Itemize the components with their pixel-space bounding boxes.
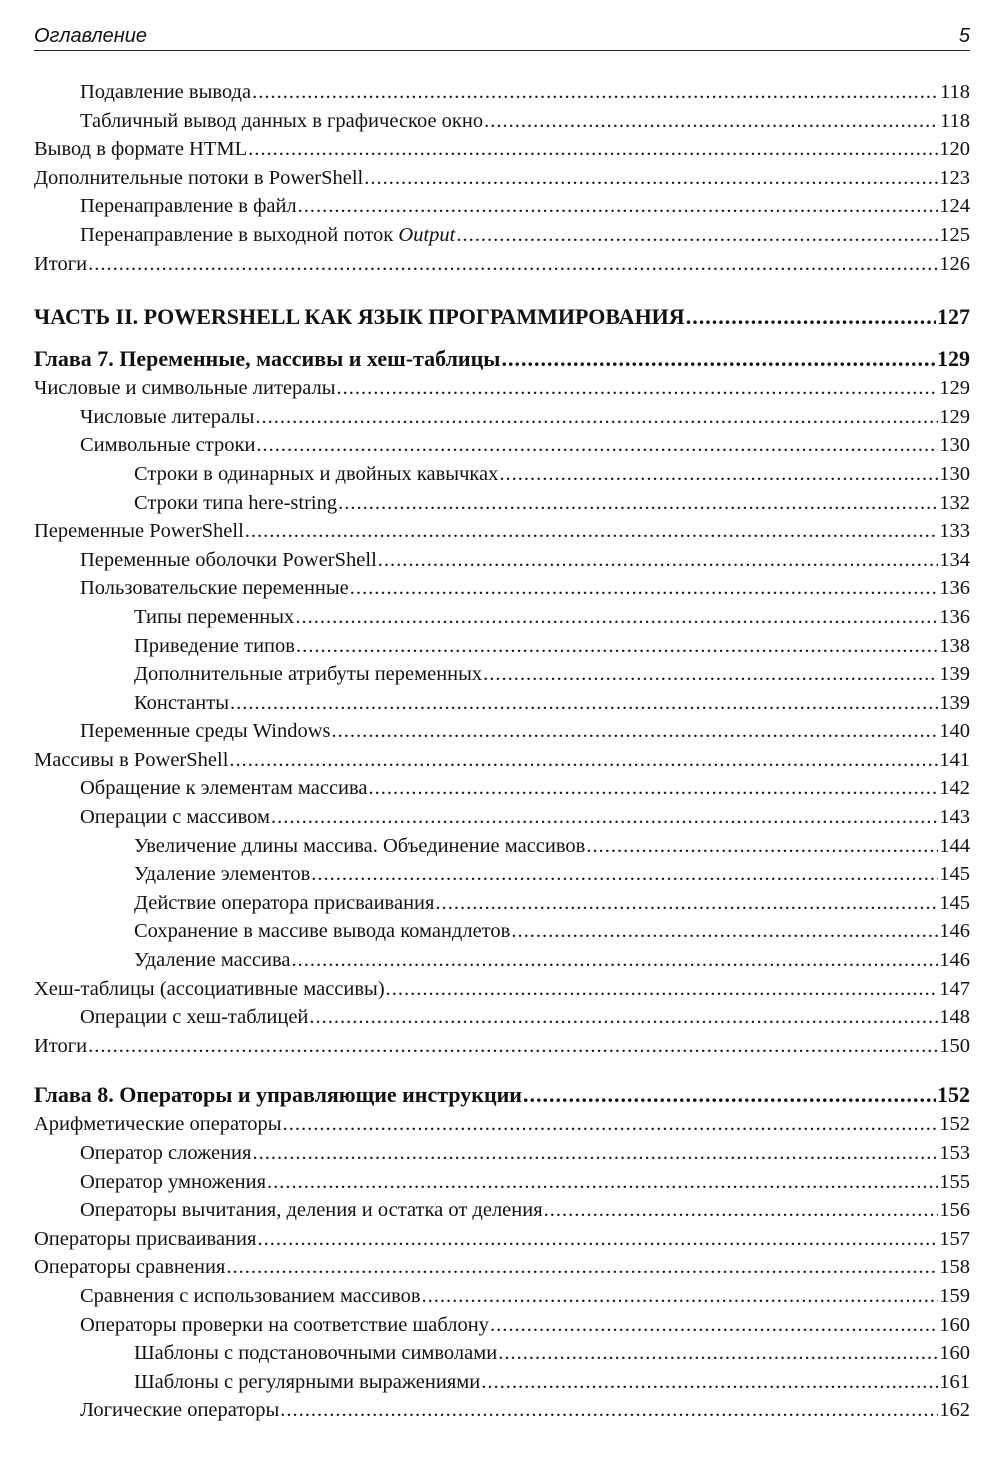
toc-entry-title <box>134 917 510 946</box>
toc-page-number: 153 <box>939 1142 970 1164</box>
toc-page-number: 146 <box>939 949 970 972</box>
toc-entry-title-text: Вывод в формате HTML <box>34 138 248 161</box>
toc-entry-title <box>34 1080 522 1110</box>
toc-part-heading[interactable] <box>34 300 970 334</box>
toc-entry[interactable] <box>34 403 970 432</box>
dot-leader <box>245 517 938 546</box>
toc-entry-title-text: Переменные оболочки PowerShell <box>80 548 377 571</box>
toc-entry-title <box>80 1396 279 1425</box>
toc-chapter-heading[interactable] <box>34 1080 970 1110</box>
toc-entry[interactable] <box>34 1168 970 1197</box>
toc-page-number: 143 <box>939 806 970 829</box>
dot-leader <box>484 107 939 136</box>
dot-leader <box>686 300 936 334</box>
toc-page-number: 118 <box>940 109 970 132</box>
toc-entry-title-text: ЧАСТЬ II. POWERSHELL КАК ЯЗЫК ПРОГРАММИРОВАНИЯ <box>34 304 685 330</box>
toc-page-number: 159 <box>939 1284 970 1307</box>
toc-page-number: 129 <box>939 377 970 400</box>
toc-entry-title <box>134 889 434 918</box>
dot-leader <box>386 975 939 1004</box>
toc-entry-title <box>80 717 331 746</box>
toc-entry-title <box>34 1225 256 1254</box>
toc-entry[interactable] <box>34 1225 970 1254</box>
toc-page-number: 130 <box>939 462 970 485</box>
toc-entry-title <box>34 250 87 279</box>
toc-page-number: 148 <box>939 1006 970 1029</box>
toc-entry-title <box>134 603 294 632</box>
toc-page-number: 152 <box>939 1113 970 1136</box>
toc-page-number: 129 <box>937 346 970 372</box>
dot-leader <box>252 78 939 107</box>
toc-entry[interactable] <box>34 975 970 1004</box>
toc-entry[interactable] <box>34 574 970 603</box>
toc-page-number: 125 <box>939 223 970 246</box>
dot-leader <box>248 135 938 164</box>
toc-entry[interactable] <box>34 832 970 861</box>
dot-leader <box>311 860 938 889</box>
toc-entry-title-text: Итоги <box>34 1034 88 1057</box>
toc-page-number: 156 <box>939 1199 970 1222</box>
dot-leader <box>280 1396 938 1425</box>
toc-entry-title-text: Оператор сложения <box>80 1142 252 1164</box>
toc-page-number: 155 <box>939 1170 970 1193</box>
toc-entry-title-text: Обращение к элементам массива <box>80 777 368 800</box>
dot-leader <box>490 1311 938 1340</box>
toc-entry-title-text: Числовые литералы <box>80 405 255 428</box>
toc-entry-title-text: Операторы вычитания, деления и остатка от деления <box>80 1199 543 1222</box>
toc-entry-title-italic: Output <box>398 223 456 246</box>
toc-entry[interactable] <box>34 860 970 889</box>
dot-leader <box>369 774 939 803</box>
toc-entry-title-text: Дополнительные атрибуты переменных <box>134 663 483 686</box>
toc-entry-title-text: Итоги <box>34 252 88 275</box>
toc-entry-title <box>134 860 310 889</box>
dot-leader <box>229 746 938 775</box>
toc-entry-title-text: Хеш-таблицы (ассоциативные массивы) <box>34 977 385 1000</box>
toc-entry[interactable] <box>34 1032 970 1061</box>
toc-entry[interactable] <box>34 1253 970 1282</box>
toc-page-number: 157 <box>939 1227 970 1250</box>
toc-entry[interactable] <box>34 717 970 746</box>
toc-entry-title-text: Типы переменных <box>134 605 295 628</box>
dot-leader <box>255 403 938 432</box>
toc-entry-title-text: Глава 8. Операторы и управляющие инструкции <box>34 1082 522 1108</box>
toc-entry-title <box>80 431 255 460</box>
toc-entry[interactable] <box>34 746 970 775</box>
toc-entry-title <box>80 1196 543 1225</box>
toc-entry-title <box>80 803 270 832</box>
toc-entry-title-text: Действие оператора присваивания <box>134 891 435 914</box>
toc-entry-title-text: Операторы присваивания <box>34 1227 257 1250</box>
toc-entry-title <box>34 975 385 1004</box>
toc-page-number: 158 <box>939 1256 970 1279</box>
dot-leader <box>256 431 938 460</box>
dot-leader <box>350 574 938 603</box>
toc-page-number: 139 <box>939 663 970 686</box>
dot-leader <box>295 603 938 632</box>
toc-entry-title-text: Переменные среды Windows <box>80 720 331 743</box>
toc-entry[interactable] <box>34 374 970 403</box>
toc-entry-title <box>134 660 482 689</box>
toc-entry-title-text: Сохранение в массиве вывода командлетов <box>134 920 511 943</box>
toc-entry-title <box>80 107 483 136</box>
toc-page-number: 161 <box>939 1370 970 1393</box>
toc-entry-title <box>34 344 500 374</box>
dot-leader <box>364 164 938 193</box>
toc-page-number: 140 <box>939 720 970 743</box>
toc-entry-title-text: Дополнительные потоки в PowerShell <box>34 166 364 189</box>
dot-leader <box>283 1110 939 1139</box>
dot-leader <box>523 1080 936 1110</box>
toc-entry-title <box>34 164 363 193</box>
toc-entry-title-text: Оператор умножения <box>80 1170 267 1193</box>
toc-entry-title <box>34 517 244 546</box>
toc-entry[interactable] <box>34 603 970 632</box>
toc-chapter-heading[interactable] <box>34 344 970 374</box>
dot-leader <box>498 1339 938 1368</box>
toc-entry-title <box>80 1168 266 1197</box>
toc-entry-title-text: Операторы сравнения <box>34 1256 226 1279</box>
toc-entry[interactable] <box>34 946 970 975</box>
toc-entry-title <box>80 1003 308 1032</box>
toc-entry-title-text: Удаление элементов <box>134 863 311 886</box>
toc-page-number: 162 <box>939 1399 970 1422</box>
toc-entry-title <box>134 946 290 975</box>
toc-entry-title-text: Удаление массива <box>134 949 291 972</box>
toc-entry[interactable] <box>34 1110 970 1139</box>
toc-page-number: 160 <box>939 1342 970 1365</box>
dot-leader <box>88 250 938 279</box>
toc-entry[interactable] <box>34 192 970 221</box>
toc-entry-title-text: Увеличение длины массива. Объединение массивов <box>134 834 586 857</box>
toc-entry[interactable] <box>34 632 970 661</box>
toc-entry[interactable] <box>34 660 970 689</box>
dot-leader <box>298 192 939 221</box>
toc-entry[interactable] <box>34 1282 970 1311</box>
toc-entry-title-text: Символьные строки <box>80 434 256 457</box>
toc-entry-title <box>134 489 337 518</box>
toc-entry[interactable] <box>34 774 970 803</box>
toc-page-number: 152 <box>937 1082 970 1108</box>
toc-page-number: 146 <box>939 920 970 943</box>
toc-entry-title-text: Сравнения с использованием массивов <box>80 1284 421 1307</box>
toc-page-number: 144 <box>939 834 970 857</box>
dot-leader <box>271 803 938 832</box>
toc-entry-title-text: Подавление вывода <box>80 81 252 103</box>
dot-leader <box>226 1253 938 1282</box>
toc-entry-title-text: Операции с хеш-таблицей <box>80 1006 309 1029</box>
toc-entry-title <box>134 689 229 718</box>
toc-entry[interactable] <box>34 221 970 250</box>
toc-entry[interactable] <box>34 107 970 136</box>
dot-leader <box>252 1139 938 1168</box>
toc-entry-title-text: Пользовательские переменные <box>80 577 349 600</box>
toc-entry-title <box>80 403 254 432</box>
toc-entry-title <box>80 574 349 603</box>
dot-leader <box>435 889 938 918</box>
toc-entry-title-text: Глава 7. Переменные, массивы и хеш-таблицы <box>34 346 501 372</box>
toc-entry-title-text: Массивы в PowerShell <box>34 748 229 771</box>
toc-entry-title <box>80 546 377 575</box>
dot-leader <box>296 632 938 661</box>
toc-entry-title <box>34 746 228 775</box>
dot-leader <box>257 1225 938 1254</box>
toc-entry[interactable] <box>34 250 970 279</box>
dot-leader <box>511 917 938 946</box>
toc-page-number: 139 <box>939 691 970 714</box>
toc-entry-title <box>134 1339 497 1368</box>
toc-entry-title <box>80 1139 251 1168</box>
toc-entry-title <box>34 300 685 334</box>
toc-entry[interactable] <box>34 460 970 489</box>
toc-entry-title <box>34 135 247 164</box>
dot-leader <box>332 717 939 746</box>
toc-entry[interactable] <box>34 546 970 575</box>
toc-entry[interactable] <box>34 489 970 518</box>
toc-page-number: 134 <box>939 548 970 571</box>
toc-entry[interactable] <box>34 689 970 718</box>
dot-leader <box>230 689 938 718</box>
toc-entry[interactable] <box>34 1396 970 1425</box>
toc-page-number: 130 <box>939 434 970 457</box>
dot-leader <box>309 1003 938 1032</box>
toc-entry[interactable] <box>34 1139 970 1168</box>
toc-entry-title-text: Числовые и символьные литералы <box>34 377 336 400</box>
toc-entry-title-text: Табличный вывод данных в графическое окно <box>80 109 484 132</box>
toc-entry-title-text: Шаблоны с подстановочными символами <box>134 1342 498 1365</box>
toc-entry[interactable] <box>34 1368 970 1397</box>
toc-entry[interactable] <box>34 1196 970 1225</box>
toc-page-number: 120 <box>939 138 970 161</box>
dot-leader <box>337 374 939 403</box>
dot-leader <box>422 1282 939 1311</box>
toc-page-number: 138 <box>939 634 970 657</box>
toc-entry[interactable] <box>34 517 970 546</box>
table-of-contents <box>34 78 970 1425</box>
dot-leader <box>499 460 938 489</box>
toc-entry[interactable] <box>34 1339 970 1368</box>
page-header <box>34 22 970 51</box>
toc-page-number: 142 <box>939 777 970 800</box>
toc-page-number: 150 <box>939 1034 970 1057</box>
dot-leader <box>544 1196 939 1225</box>
page-number: 5 <box>958 25 970 47</box>
toc-page-number: 129 <box>939 405 970 428</box>
dot-leader <box>481 1368 938 1397</box>
toc-entry-title-text: Операторы проверки на соответствие шаблону <box>80 1313 489 1336</box>
toc-entry-title-text: Строки в одинарных и двойных кавычках <box>134 462 499 485</box>
toc-entry-title <box>80 1311 489 1340</box>
toc-entry-title <box>134 832 585 861</box>
toc-entry[interactable] <box>34 917 970 946</box>
toc-entry-title-text: Приведение типов <box>134 634 295 657</box>
toc-entry-title-text: Логические операторы <box>80 1399 280 1422</box>
toc-page-number: 127 <box>937 304 970 330</box>
toc-entry-title-text: Операции с массивом <box>80 806 270 829</box>
toc-entry-title-text: Арифметические операторы <box>34 1113 282 1136</box>
dot-leader <box>267 1168 938 1197</box>
toc-page-number: 126 <box>939 252 970 275</box>
toc-page-number: 160 <box>939 1313 970 1336</box>
toc-entry-title <box>34 374 336 403</box>
toc-entry-title <box>80 221 455 250</box>
dot-leader <box>338 489 938 518</box>
toc-entry[interactable] <box>34 889 970 918</box>
toc-entry[interactable] <box>34 431 970 460</box>
toc-entry[interactable] <box>34 78 970 107</box>
toc-entry[interactable] <box>34 164 970 193</box>
toc-page-number: 132 <box>939 491 970 514</box>
toc-page-number: 124 <box>939 195 970 218</box>
toc-entry[interactable] <box>34 803 970 832</box>
toc-entry-title <box>134 632 295 661</box>
toc-entry[interactable] <box>34 1311 970 1340</box>
toc-page-number: 133 <box>939 520 970 543</box>
toc-page-number: 118 <box>940 81 970 103</box>
toc-entry-title-text: Шаблоны с регулярными выражениями <box>134 1370 481 1393</box>
toc-entry-title <box>80 78 251 107</box>
toc-entry-title <box>34 1253 225 1282</box>
toc-entry-title-text: Строки типа here-string <box>134 491 338 514</box>
toc-entry-title <box>34 1032 87 1061</box>
toc-entry[interactable] <box>34 135 970 164</box>
dot-leader <box>88 1032 938 1061</box>
toc-page-number: 145 <box>939 891 970 914</box>
toc-entry-title <box>34 1110 282 1139</box>
dot-leader <box>483 660 938 689</box>
toc-entry-title-text: Переменные PowerShell <box>34 520 244 543</box>
toc-entry-title-text: Константы <box>134 691 229 714</box>
toc-entry-title <box>134 460 498 489</box>
toc-entry-title-text: Перенаправление в выходной поток <box>80 223 399 246</box>
toc-entry-title <box>80 1282 421 1311</box>
dot-leader <box>291 946 938 975</box>
toc-entry[interactable] <box>34 1003 970 1032</box>
toc-page-number: 145 <box>939 863 970 886</box>
dot-leader <box>586 832 938 861</box>
dot-leader <box>456 221 938 250</box>
toc-entry-title <box>134 1368 480 1397</box>
toc-page-number: 136 <box>939 577 970 600</box>
running-title: Оглавление <box>34 25 148 47</box>
toc-page-number: 141 <box>939 748 970 771</box>
dot-leader <box>378 546 938 575</box>
toc-page-number: 123 <box>939 166 970 189</box>
toc-page-number: 147 <box>939 977 970 1000</box>
toc-page-number: 136 <box>939 605 970 628</box>
toc-entry-title <box>80 774 368 803</box>
toc-entry-title <box>80 192 297 221</box>
dot-leader <box>501 344 936 374</box>
toc-entry-title-text: Перенаправление в файл <box>80 195 297 218</box>
